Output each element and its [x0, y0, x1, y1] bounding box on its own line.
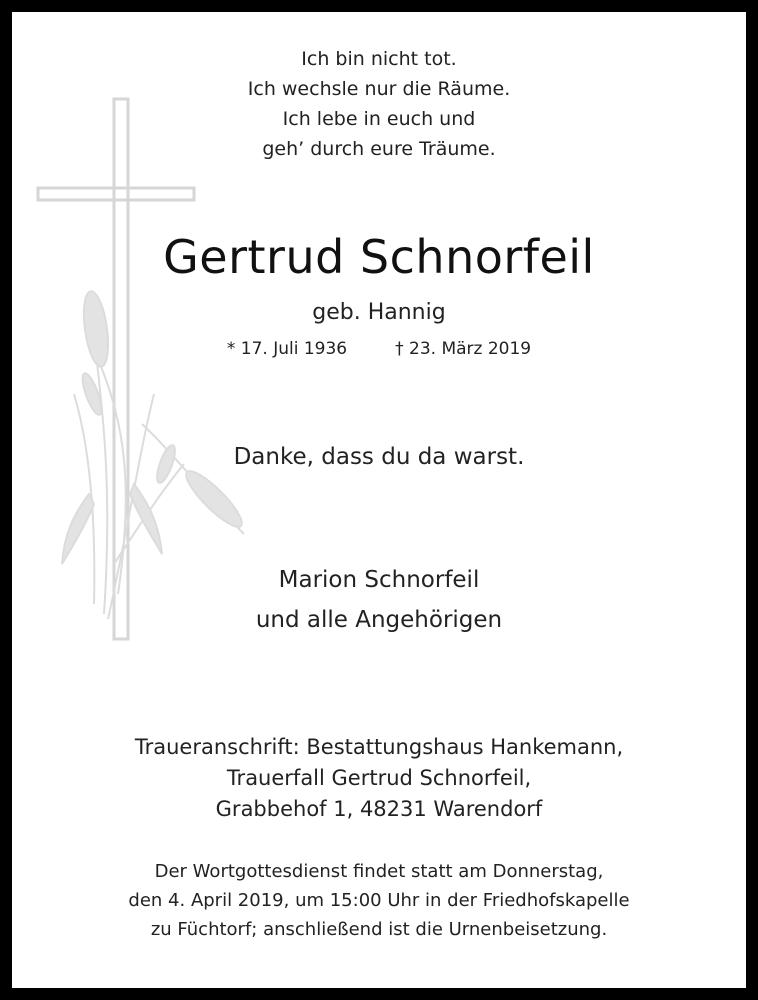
obituary-content — [12, 12, 746, 988]
address-line: Traueranschrift: Bestattungshaus Hankemann, — [134, 735, 624, 759]
mourner-line: und alle Angehörigen — [255, 607, 503, 633]
poem-line: geh’ durch eure Träume. — [262, 138, 496, 160]
poem — [12, 44, 746, 164]
cross-icon — [38, 99, 194, 639]
address-line: Grabbehof 1, 48231 Warendorf — [215, 797, 543, 821]
mourners — [12, 560, 746, 640]
service-line: den 4. April 2019, um 15:00 Uhr in der Friedhofskapelle — [128, 890, 630, 911]
thanks-message: Danke, dass du da warst. — [233, 444, 525, 470]
address-line: Trauerfall Gertrud Schnorfeil, — [226, 766, 532, 790]
mourner-line: Marion Schnorfeil — [278, 567, 480, 593]
poem-line: Ich wechsle nur die Räume. — [247, 78, 511, 100]
poem-line: Ich bin nicht tot. — [301, 48, 457, 70]
birth-date: * 17. Juli 1936 — [226, 339, 348, 359]
poem-line: Ich lebe in euch und — [282, 108, 476, 130]
obituary-frame — [10, 10, 748, 990]
service-line: Der Wortgottesdienst findet statt am Donnerstag, — [154, 861, 604, 882]
life-dates — [12, 339, 746, 359]
death-date: † 23. März 2019 — [395, 339, 532, 359]
birth-name: geb. Hannig — [312, 300, 446, 325]
mourning-address — [12, 732, 746, 825]
service-info — [12, 857, 746, 944]
deceased-name: Gertrud Schnorfeil — [163, 230, 595, 284]
service-line: zu Füchtorf; anschließend ist die Urnenbeisetzung. — [150, 919, 608, 940]
